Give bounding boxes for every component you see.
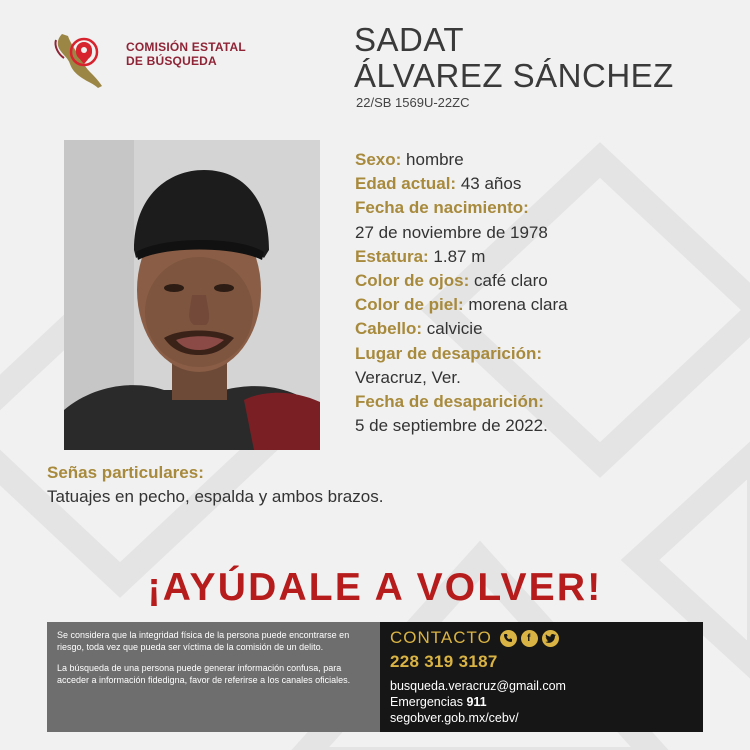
detail-row <box>355 414 735 438</box>
disclaimer-paragraph-1: Se considera que la integridad física de la persona puede encontrarse en riesgo, toda vez que pueda ser víctima de la comisión de un delito. <box>57 630 350 652</box>
detail-row <box>355 293 735 317</box>
portrait-illustration <box>64 140 320 450</box>
phone-icon[interactable] <box>500 630 517 647</box>
detail-row <box>355 317 735 341</box>
contact-phone[interactable]: 228 319 3187 <box>390 652 498 671</box>
logo-line-2: DE BÚSQUEDA <box>126 54 217 68</box>
detail-row <box>355 221 735 245</box>
senas-value: Tatuajes en pecho, espalda y ambos brazos. <box>47 487 384 506</box>
first-name: SADAT <box>354 21 465 58</box>
senas-particulares <box>47 461 707 509</box>
detail-label: Fecha de desaparición: <box>355 391 544 411</box>
last-name: ÁLVAREZ SÁNCHEZ <box>354 57 674 94</box>
detail-value: 43 años <box>460 174 522 194</box>
twitter-icon[interactable] <box>542 630 559 647</box>
detail-value: morena clara <box>468 295 568 315</box>
detail-label: Color de ojos: <box>355 270 470 290</box>
detail-value: Veracruz, Ver. <box>355 367 461 387</box>
detail-row <box>355 148 735 172</box>
detail-label: Sexo: <box>355 150 402 169</box>
detail-label: Color de piel: <box>355 295 464 315</box>
emergencias-label: Emergencias <box>390 695 463 709</box>
logo <box>48 30 258 90</box>
detail-label: Estatura: <box>355 246 429 266</box>
contact-box <box>380 622 703 732</box>
detail-value: café claro <box>474 270 548 290</box>
facebook-icon[interactable]: f <box>521 630 538 647</box>
detail-row <box>355 366 735 390</box>
detail-row <box>355 196 735 220</box>
disclaimer-box <box>47 622 380 732</box>
detail-row <box>355 245 735 269</box>
logo-text <box>126 40 246 68</box>
detail-value: 5 de septiembre de 2022. <box>355 416 548 436</box>
senas-label: Señas particulares: <box>47 463 204 482</box>
detail-row <box>355 390 735 414</box>
contact-title: CONTACTO <box>390 628 492 647</box>
detail-value: calvicie <box>426 319 483 339</box>
person-details <box>355 148 735 438</box>
veracruz-map-icon <box>48 30 108 90</box>
call-to-action-heading: ¡AYÚDALE A VOLVER! <box>147 566 603 609</box>
detail-label: Edad actual: <box>355 174 457 194</box>
detail-value: 27 de noviembre de 1978 <box>355 222 548 242</box>
person-photo <box>64 140 320 450</box>
emergencias-number[interactable]: 911 <box>466 695 487 709</box>
person-name <box>354 22 674 94</box>
detail-value: 1.87 m <box>433 246 486 266</box>
contact-title-row <box>390 627 693 649</box>
contact-lines <box>390 678 693 726</box>
folio-number: 22/SB 1569U-22ZC <box>356 95 470 110</box>
disclaimer-paragraph-2: La búsqueda de una persona puede generar información confusa, para acceder a información fidedigna, favor de referirse a los canales oficiales. <box>57 663 351 685</box>
detail-row <box>355 342 735 366</box>
detail-label: Lugar de desaparición: <box>355 343 543 363</box>
contact-emergencias <box>390 694 693 710</box>
detail-label: Fecha de nacimiento: <box>355 198 529 218</box>
detail-row <box>355 269 735 293</box>
logo-line-1: COMISIÓN ESTATAL <box>126 40 246 54</box>
detail-label: Cabello: <box>355 319 423 339</box>
contact-email[interactable]: busqueda.veracruz@gmail.com <box>390 679 566 693</box>
contact-website[interactable]: segobver.gob.mx/cebv/ <box>390 711 519 725</box>
detail-value: hombre <box>406 150 464 169</box>
detail-row <box>355 172 735 196</box>
